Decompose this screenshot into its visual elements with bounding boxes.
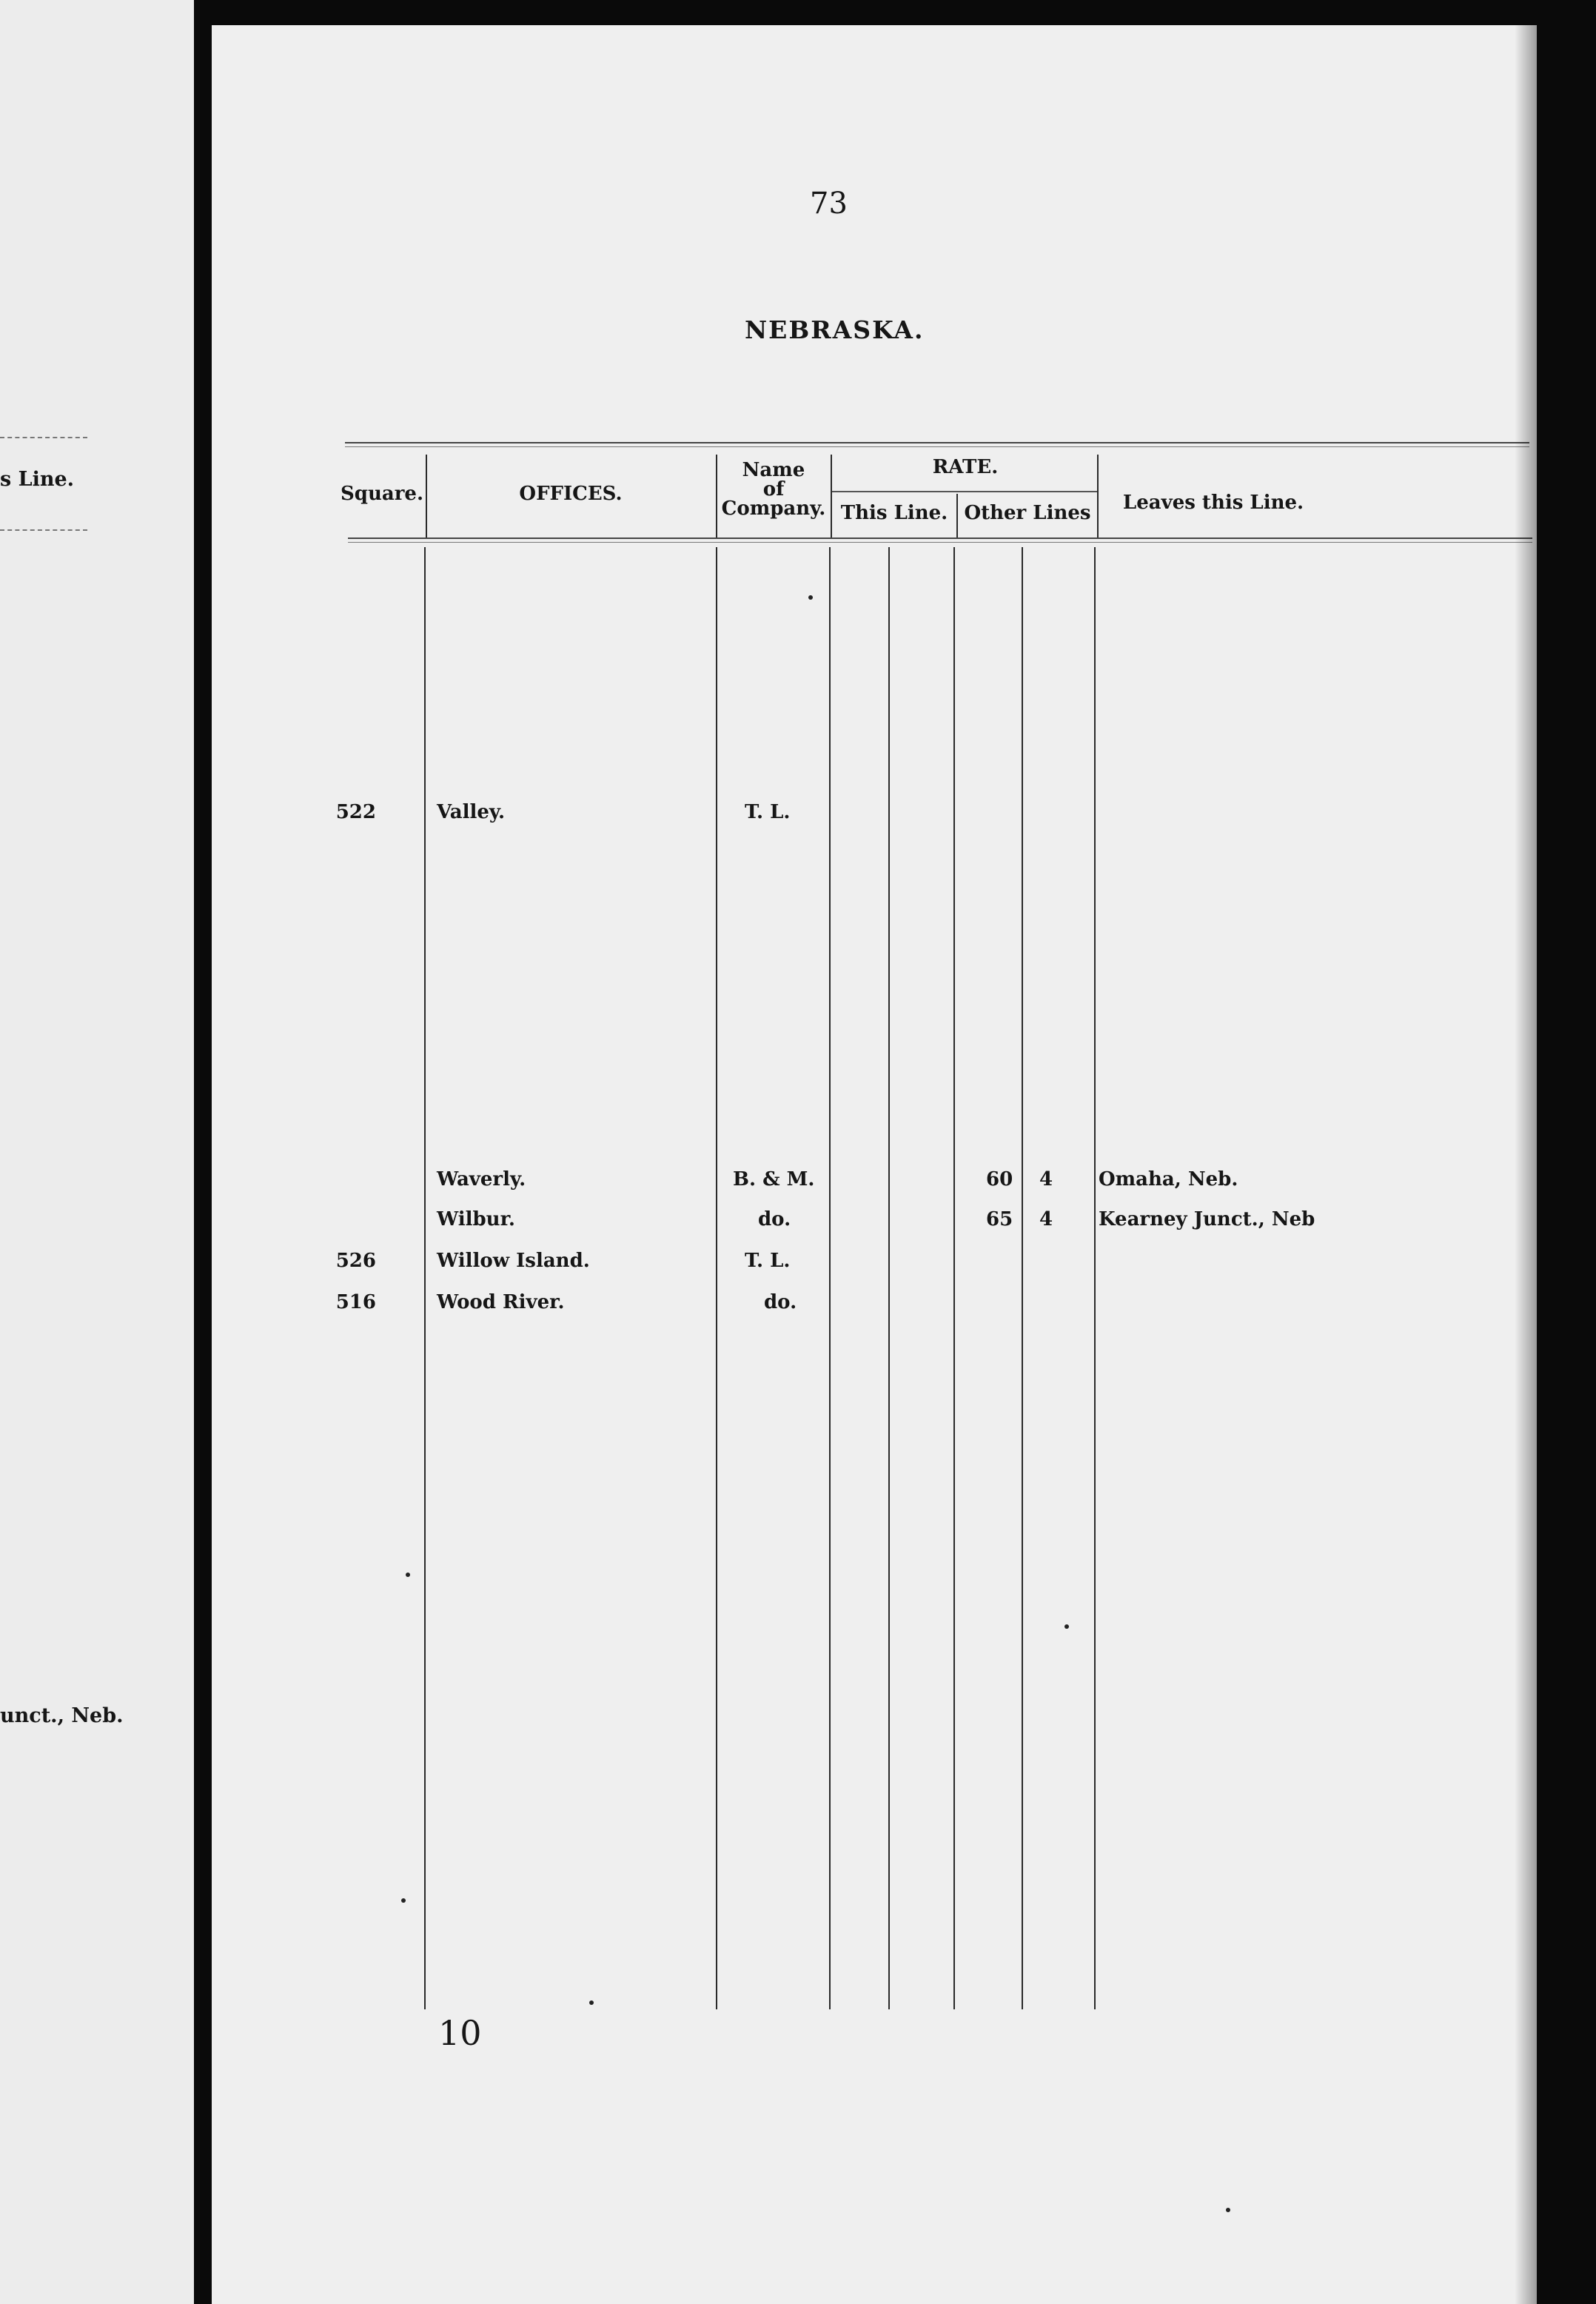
row-2-rate-other-b: 4 <box>1039 1168 1053 1190</box>
row-2-company: B. & M. <box>733 1168 815 1190</box>
rate-subheader-rule <box>832 491 1099 492</box>
column-line-square <box>424 547 426 2009</box>
header-rule-bottom <box>348 538 1532 539</box>
column-line-this-line <box>953 547 955 2009</box>
facing-page-rule-top <box>0 437 87 438</box>
ink-speck <box>401 1898 406 1903</box>
header-leaves: Leaves this Line. <box>1122 492 1304 514</box>
header-offices: OFFICES. <box>519 483 623 505</box>
row-3-rate-other: 65 <box>986 1208 1013 1230</box>
page-edge-shadow <box>1515 25 1537 2304</box>
ink-speck <box>808 595 813 600</box>
header-rate: RATE. <box>932 456 999 478</box>
row-5-company: do. <box>764 1291 797 1313</box>
ledger-page <box>212 25 1537 2304</box>
signature-mark: 10 <box>438 2013 482 2053</box>
row-3-rate-other-b: 4 <box>1039 1208 1053 1230</box>
header-rule-top <box>345 442 1529 443</box>
row-4-square: 526 <box>335 1250 376 1272</box>
page-number: 73 <box>810 187 848 221</box>
page-title: NEBRASKA. <box>745 315 925 344</box>
column-line-company <box>829 547 831 2009</box>
column-line-offices <box>716 547 717 2009</box>
header-rule-top-inner <box>345 446 1529 447</box>
facing-page-fragment-bottom: unct., Neb. <box>0 1704 124 1727</box>
row-1-company: T. L. <box>745 801 791 823</box>
row-2-rate-other: 60 <box>986 1168 1013 1190</box>
ink-speck <box>1064 1624 1069 1629</box>
row-3-office: Wilbur. <box>437 1208 515 1230</box>
row-1-office: Valley. <box>437 801 506 823</box>
row-4-office: Willow Island. <box>437 1250 590 1272</box>
column-line-other-lines-mid <box>1022 547 1023 2009</box>
header-company-line1: Name <box>742 459 805 481</box>
row-1-square: 522 <box>335 801 376 823</box>
facing-page-rule-bottom <box>0 529 87 531</box>
ink-speck <box>406 1573 410 1577</box>
header-company-line3: Company. <box>721 498 826 520</box>
row-5-office: Wood River. <box>437 1291 565 1313</box>
row-4-company: T. L. <box>745 1250 791 1272</box>
header-other-lines: Other Lines <box>964 502 1091 524</box>
row-3-company: do. <box>758 1208 791 1230</box>
row-2-office: Waverly. <box>437 1168 526 1190</box>
ink-speck <box>1226 2208 1230 2212</box>
header-rule-bottom-inner <box>348 542 1532 543</box>
ink-speck <box>589 2000 594 2005</box>
header-this-line: This Line. <box>840 502 948 524</box>
facing-page-fragment-top: s Line. <box>0 468 75 491</box>
column-line-other-lines <box>1094 547 1096 2009</box>
row-3-leaves: Kearney Junct., Neb <box>1099 1208 1315 1230</box>
header-square: Square. <box>341 483 423 505</box>
column-line-this-line-mid <box>888 547 890 2009</box>
facing-page <box>0 0 194 2304</box>
row-5-square: 516 <box>335 1291 376 1313</box>
header-company-line2: of <box>762 478 785 500</box>
row-2-leaves: Omaha, Neb. <box>1099 1168 1238 1190</box>
